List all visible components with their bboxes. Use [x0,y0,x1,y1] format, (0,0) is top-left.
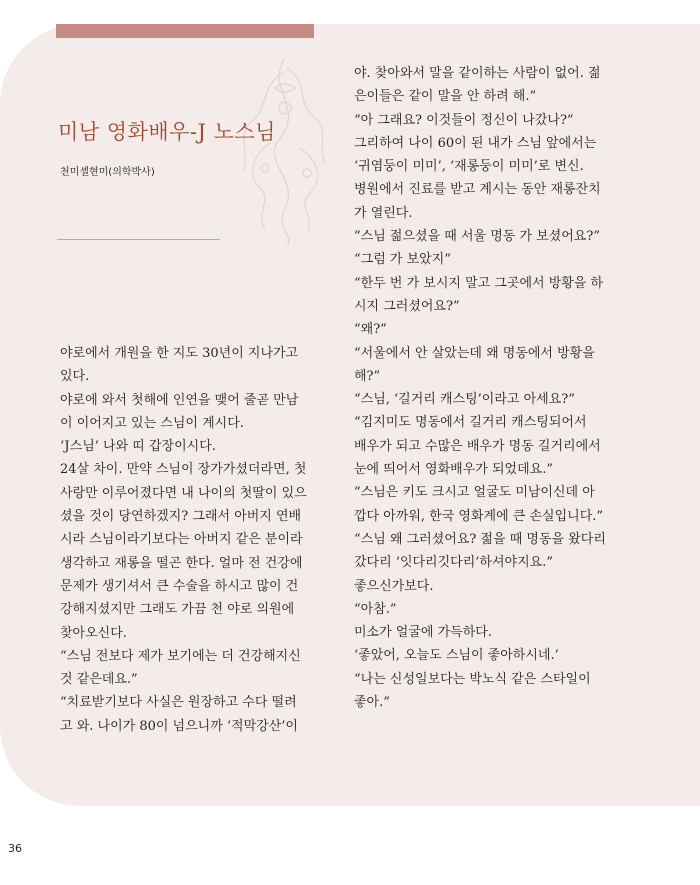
text-line: 이 이어지고 있는 스님이 계시다. [60,415,244,431]
text-line: 24살 차이. 만약 스님이 장가가셨더라면, 첫 [60,462,307,478]
text-line: 가 열린다. [354,205,413,221]
header-accent-bar [56,24,314,38]
text-line: “아 그래요? 이것들이 정신이 나갔나?” [354,112,574,128]
text-line: 셨을 것이 당연하겠지? 그래서 아버지 연배 [60,509,302,525]
text-line: “한두 번 가 보시지 말고 그곳에서 방황을 하 [354,275,604,291]
text-line: ‘좋았어, 오늘도 스님이 좋아하시네.’ [354,648,559,664]
text-line: 배우가 되고 수많은 배우가 명동 길거리에서 [354,438,601,454]
text-line: 좋아.” [354,695,390,711]
text-line: 눈에 띄어서 영화배우가 되었데요.” [354,462,553,478]
text-line: “스님 전보다 제가 보기에는 더 건강해지신 [60,648,301,664]
text-line: 있다. [60,369,90,385]
left-column [60,342,322,738]
text-line: 야로에서 개원을 한 지도 30년이 지나가고 [60,346,299,361]
text-line: 은이들은 같이 말을 안 하려 해.” [354,89,537,105]
right-column [354,62,616,714]
text-line: “나는 신성일보다는 박노식 같은 스타일이 [354,671,591,687]
text-line: “왜?” [354,322,387,338]
text-line: 깝다 아까워, 한국 영화계에 큰 손실입니다.” [354,508,604,524]
page-number: 36 [8,842,22,855]
text-line: 것 같은데요.” [60,672,138,688]
text-line: 갔다리 ‘잇다리깃다리’하셔야지요.” [354,555,553,571]
text-line: 야로에 와서 첫해에 인연을 맺어 줄곧 만남 [60,392,299,408]
text-line: “서울에서 안 살았는데 왜 명동에서 방황을 [354,345,595,361]
text-line: 강해지셨지만 그래도 가끔 천 야로 의원에 [60,602,295,618]
text-line: 미소가 얼굴에 가득하다. [354,625,492,641]
text-line: 시지 그러셨어요?” [354,298,460,314]
text-line: 문제가 생기셔서 큰 수술을 하시고 많이 건 [60,578,299,594]
text-line: “아참.” [354,601,397,617]
text-line: ‘J스님’ 나와 띠 갑장이시다. [60,439,216,455]
article-author: 천미셸현미(의학박사) [60,167,155,178]
text-line: 사랑만 이루어졌다면 내 나이의 첫딸이 있으 [60,485,307,501]
text-line: 병원에서 진료를 받고 계시는 동안 재롱잔치 [354,182,601,198]
text-line: “스님 젊으셨을 때 서울 명동 가 보셨어요?” [354,229,600,245]
article-title: 미남 영화배우-J 노스님 [58,120,276,144]
text-line: 그리하여 나이 60이 된 내가 스님 앞에서는 [354,135,597,151]
text-line: 생각하고 재롱을 떨곤 한다. 얼마 전 건강에 [60,555,303,571]
text-line: “그럼 가 보았지” [354,252,451,268]
text-line: 해?” [354,368,381,384]
text-line: 좋으신가보다. [354,578,434,594]
title-divider [57,239,220,240]
text-line: “스님 왜 그러셨어요? 젊을 때 명동을 왔다리 [354,531,606,547]
text-line: ‘귀염둥이 미미’, ‘재롱둥이 미미’로 변신. [354,159,584,175]
text-line: “스님, ‘길거리 캐스팅’이라고 아세요?” [354,392,575,408]
text-line: “김지미도 명동에서 길거리 캐스팅되어서 [354,415,587,431]
text-line: 고 와. 나이가 80이 넘으니까 ‘적막강산’이 [60,718,298,734]
text-line: 야. 찾아와서 말을 같이하는 사람이 없어. 젊 [354,66,601,81]
text-line: 시라 스님이라기보다는 아버지 같은 분이라 [60,532,303,548]
ornament-illustration [225,48,345,248]
text-line: 찾아오신다. [60,625,127,641]
text-line: “치료받기보다 사실은 원장하고 수다 떨려 [60,695,297,711]
text-line: “스님은 키도 크시고 얼굴도 미남이신데 아 [354,485,595,501]
